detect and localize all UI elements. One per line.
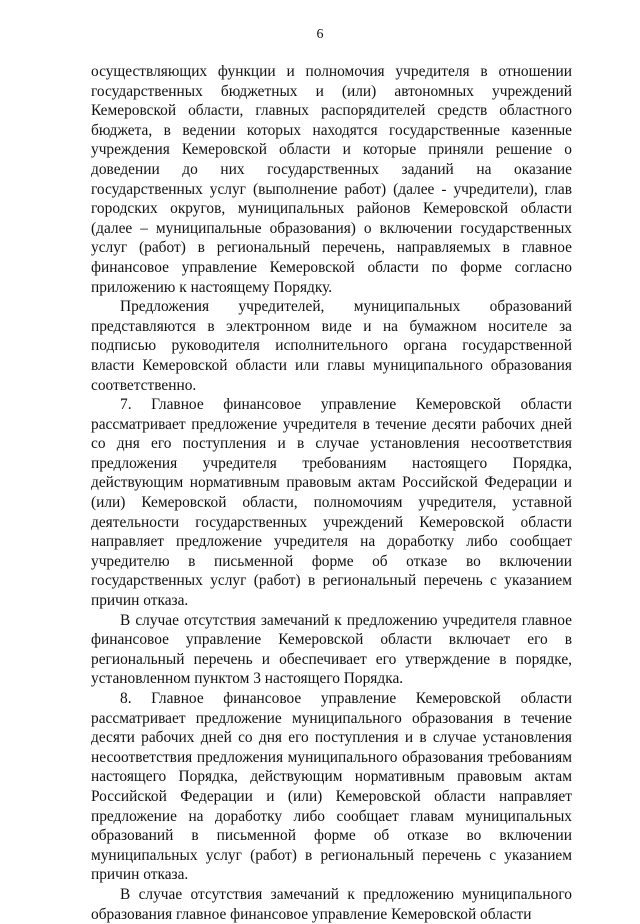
page-number: 6: [316, 27, 324, 42]
paragraph: В случае отсутствия замечаний к предложению учредителя главное финансовое управление Кемеровской области включает его в региональный перечень и обеспечивает его утверждение в порядке, установленном пунктом 3 настоящего Порядка.: [91, 611, 572, 688]
paragraph: 7. Главное финансовое управление Кемеровской области рассматривает предложение учредителя в течение десяти рабочих дней со дня его поступления и в случае установления несоответствия предложения учредителя требованиям настоящего Порядка, действующим нормативным правовым актам Российской Федерации и (или) Кемеровской области, полномочиям учредителя, уставной деятельности государственных учреждений Кемеровской области направляет предложение учредителя на доработку либо сообщает учредителю в письменной форме об отказе во включении государственных услуг (работ) в региональный перечень с указанием причин отказа.: [91, 396, 572, 610]
paragraph: 8. Главное финансовое управление Кемеровской области рассматривает предложение муниципального образования в течение десяти рабочих дней со дня его поступления и в случае установления несоответствия предложения муниципального образования требованиям настоящего Порядка, действующим нормативным правовым актам Российской Федерации и (или) Кемеровской области направляет предложение на доработку либо сообщает главам муниципальных образований в письменной форме об отказе во включении муниципальных услуг (работ) в региональный перечень с указанием причин отказа.: [91, 690, 572, 884]
paragraph: осуществляющих функции и полномочия учредителя в отношении государственных бюджетных и (или) автономных учреждений Кемеровской области, главных распорядителей средств областного бюджета, в ведении которых находятся государственные казенные учреждения Кемеровской области и которые приняли решение о доведении до них государственных заданий на оказание государственных услуг (выполнение работ) (далее - учредители), глав городских округов, муниципальных районов Кемеровской области (далее – муниципальные образования) о включении государственных услуг (работ) в региональный перечень, направляемых в главное финансовое управление Кемеровской области по форме согласно приложению к настоящему Порядку.: [91, 63, 572, 296]
document-body: [91, 62, 572, 924]
paragraph: Предложения учредителей, муниципальных образований представляются в электронном виде и на бумажном носителе за подписью руководителя исполнительного органа государственной власти Кемеровской области или главы муниципального образования соответственно.: [91, 298, 572, 394]
paragraph: В случае отсутствия замечаний к предложению муниципального образования главное финансовое управление Кемеровской области: [91, 885, 572, 923]
